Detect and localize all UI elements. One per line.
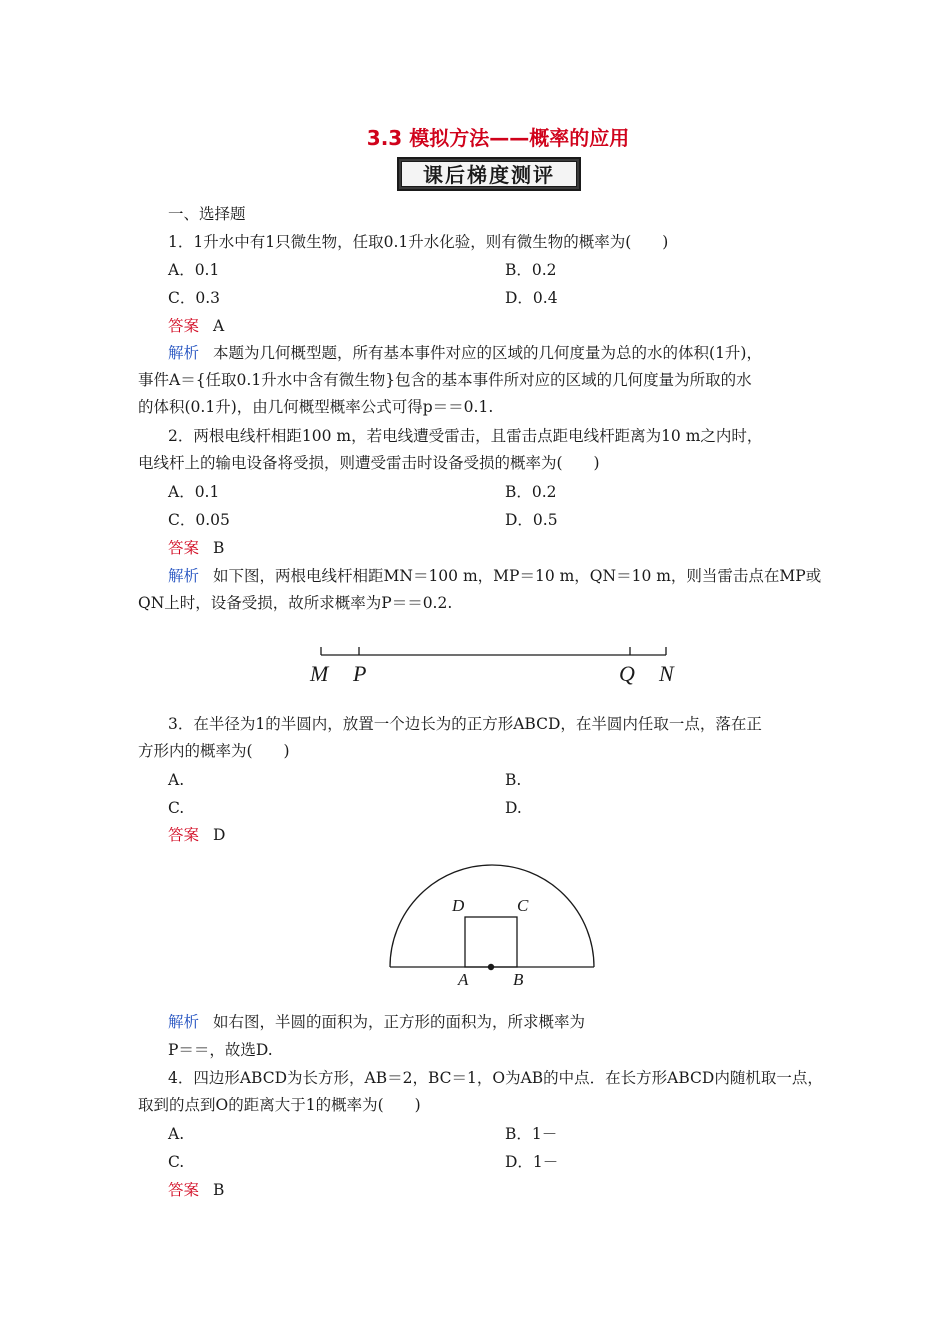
q4-stem-line-2: 取到的点到O的距离大于1的概率为( )	[138, 1096, 421, 1114]
section-banner	[397, 157, 581, 191]
q3-option-b: B.	[505, 771, 522, 789]
q1-analysis-line-2: 事件A＝{任取0.1升水中含有微生物}包含的基本事件所对应的区域的几何度量为所取的水	[138, 371, 752, 389]
answer-label: 答案	[168, 539, 200, 557]
q2-answer	[168, 538, 224, 558]
q1-option-c: C．0.3	[168, 289, 221, 307]
q4-answer	[168, 1180, 224, 1200]
section-heading: 一、选择题	[168, 205, 246, 223]
q3-answer-value: D	[213, 826, 226, 844]
q2-option-b: B．0.2	[505, 483, 557, 501]
q4-option-d: D．1－	[505, 1153, 559, 1171]
q2-analysis-line-1	[168, 566, 821, 586]
label-a: A	[458, 970, 469, 989]
q1-option-b: B．0.2	[505, 261, 557, 279]
q4-stem-line-1: 4．四边形ABCD为长方形，AB＝2，BC＝1，O为AB的中点．在长方形ABCD内随机取一点，	[168, 1069, 823, 1087]
label-c: C	[517, 896, 529, 915]
q3-analysis-line-2: P＝＝，故选D.	[168, 1041, 273, 1059]
label-m: M	[310, 661, 329, 686]
label-q: Q	[619, 661, 635, 686]
q1-answer-value: A	[213, 317, 225, 335]
q1-analysis-text-1: 本题为几何概型题，所有基本事件对应的区域的几何度量为总的水的体积(1升)，	[213, 344, 762, 362]
answer-label: 答案	[168, 1181, 200, 1199]
q2-option-c: C．0.05	[168, 511, 230, 529]
center-point	[488, 964, 494, 970]
q4-option-a: A.	[168, 1125, 185, 1143]
q1-analysis-line-3: 的体积(0.1升)，由几何概型概率公式可得p＝＝0.1.	[138, 398, 494, 416]
semicircle-arc	[390, 865, 594, 967]
analysis-label: 解析	[168, 567, 200, 585]
square-abcd	[465, 917, 517, 967]
q2-stem-line-2: 电线杆上的输电设备将受损，则遭受雷击时设备受损的概率为( )	[138, 454, 600, 472]
q2-analysis-line-2: QN上时，设备受损，故所求概率为P＝＝0.2.	[138, 594, 453, 612]
label-n: N	[659, 661, 674, 686]
q4-answer-value: B	[213, 1181, 225, 1199]
q4-option-c: C.	[168, 1153, 185, 1171]
analysis-label: 解析	[168, 344, 200, 362]
q3-analysis-line-1	[168, 1012, 585, 1032]
answer-label: 答案	[168, 826, 200, 844]
answer-label: 答案	[168, 317, 200, 335]
q1-analysis-line-1	[168, 343, 762, 363]
label-b: B	[513, 970, 524, 989]
q3-semicircle-figure	[376, 853, 610, 1001]
q4-option-b: B．1－	[505, 1125, 558, 1143]
q2-option-d: D．0.5	[505, 511, 558, 529]
q1-stem: 1．1升水中有1只微生物，任取0.1升水化验，则有微生物的概率为( )	[168, 233, 669, 251]
q2-analysis-text-1: 如下图，两根电线杆相距MN＝100 m，MP＝10 m，QN＝10 m，则当雷击点在MP或	[213, 567, 822, 585]
q3-answer	[168, 825, 225, 845]
q1-option-a: A．0.1	[168, 261, 220, 279]
banner-text: 课后梯度测评	[401, 161, 577, 187]
label-p: P	[353, 661, 367, 686]
q2-stem-line-1: 2．两根电线杆相距100 m，若电线遭受雷击，且雷击点距电线杆距离为10 m之内时，	[168, 427, 763, 445]
q3-option-d: D.	[505, 799, 522, 817]
q3-stem-line-2: 方形内的概率为( )	[138, 742, 290, 760]
label-d: D	[452, 896, 465, 915]
q3-option-a: A.	[168, 771, 185, 789]
q1-answer	[168, 316, 224, 336]
q3-analysis-text-1: 如右图，半圆的面积为，正方形的面积为，所求概率为	[213, 1013, 586, 1031]
q3-option-c: C.	[168, 799, 185, 817]
analysis-label: 解析	[168, 1013, 200, 1031]
q3-stem-line-1: 3．在半径为1的半圆内，放置一个边长为的正方形ABCD，在半圆内任取一点，落在正	[168, 715, 762, 733]
q1-option-d: D．0.4	[505, 289, 558, 307]
page-title: 3.3 模拟方法——概率的应用	[366, 126, 630, 150]
q2-option-a: A．0.1	[168, 483, 220, 501]
q2-answer-value: B	[213, 539, 225, 557]
q2-line-figure	[285, 618, 701, 700]
